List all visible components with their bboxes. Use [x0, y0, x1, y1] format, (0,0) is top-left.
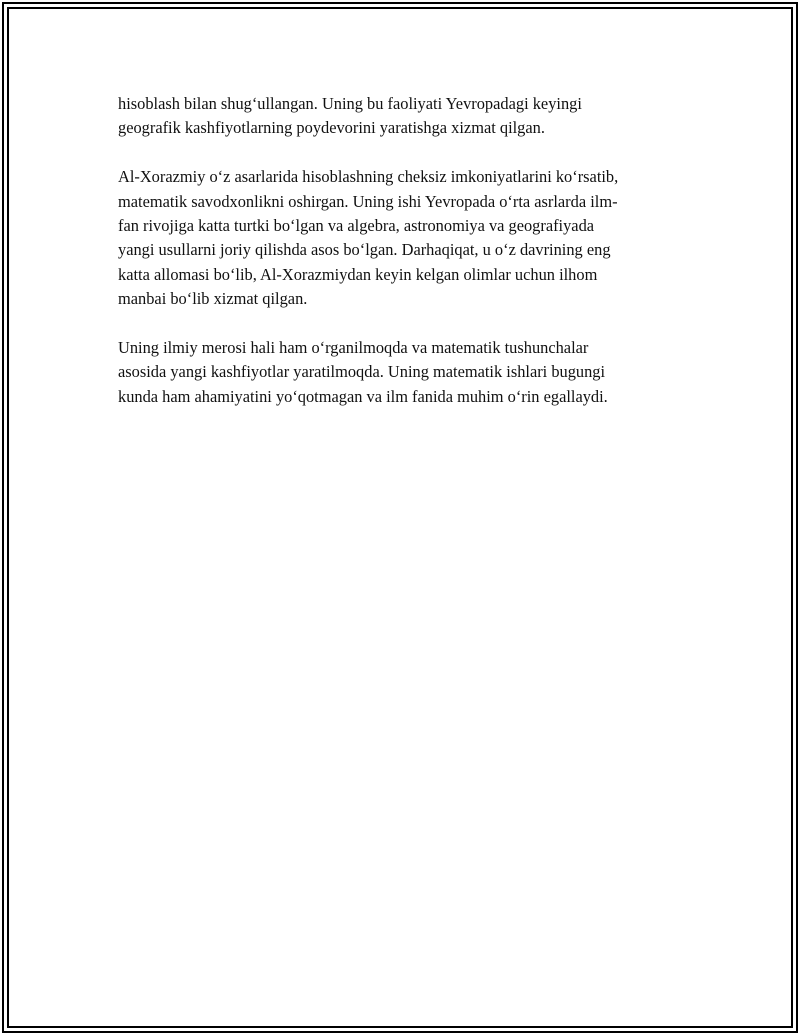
paragraph-2-line-3: fan rivojiga katta turtki bo‘lgan va algebra, astronomiya va geografiyada — [118, 216, 595, 236]
paragraph-2-line-4: yangi usullarni joriy qilishda asos bo‘lgan. Darhaqiqat, u o‘z davrining eng — [118, 240, 611, 260]
paragraph-3-line-2: asosida yangi kashfiyotlar yaratilmoqda. Uning matematik ishlari bugungi — [118, 362, 606, 382]
paragraph-1 — [118, 92, 688, 141]
paragraph-2-line-5: katta allomasi bo‘lib, Al-Xorazmiydan keyin kelgan olimlar uchun ilhom — [118, 264, 598, 284]
paragraph-1-line-1: hisoblash bilan shug‘ullangan. Uning bu faoliyati Yevropadagi keyingi — [118, 94, 582, 113]
paragraph-2-line-2: matematik savodxonlikni oshirgan. Uning ishi Yevropada o‘rta asrlarda ilm- — [118, 191, 618, 211]
paragraph-3-line-3: kunda ham ahamiyatini yo‘qotmagan va ilm fanida muhim o‘rin egallaydi. — [118, 386, 608, 406]
paragraph-2 — [118, 165, 688, 311]
paragraph-3 — [118, 336, 688, 409]
document-body — [118, 92, 688, 434]
paragraph-3-line-1: Uning ilmiy merosi hali ham o‘rganilmoqda va matematik tushunchalar — [118, 338, 589, 358]
paragraph-1-line-2: geografik kashfiyotlarning poydevorini yaratishga xizmat qilgan. — [118, 118, 545, 138]
paragraph-2-line-1: Al-Xorazmiy o‘z asarlarida hisoblashning cheksiz imkoniyatlarini ko‘rsatib, — [118, 167, 619, 187]
paragraph-2-line-6: manbai bo‘lib xizmat qilgan. — [118, 289, 308, 309]
